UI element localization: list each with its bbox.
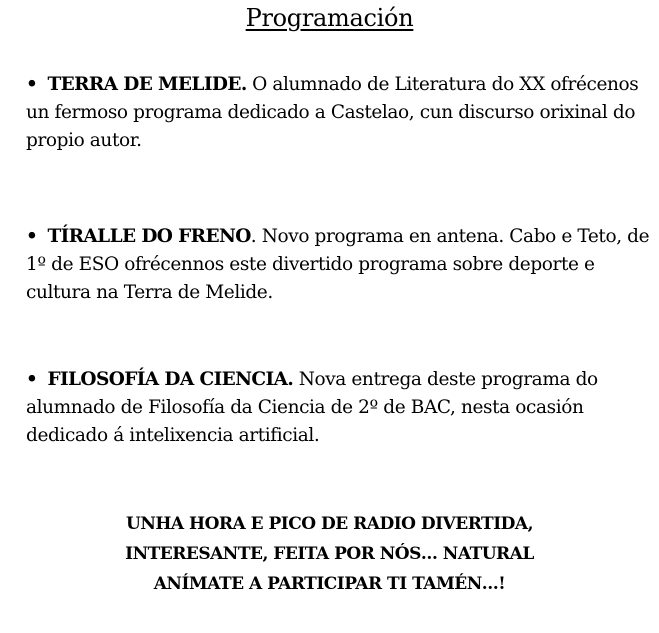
list-item-filosofia-da-ciencia xyxy=(26,366,656,450)
item-description: . Novo programa en antena. Cabo e Teto, de 1º de ESO ofrécennos este divertido programa sobre deporte e cultura na Terra de Melide. xyxy=(26,226,650,303)
item-heading: TERRA DE MELIDE. xyxy=(47,74,247,95)
bullet-icon: • xyxy=(26,226,38,247)
item-description: Nova entrega deste programa do alumnado de Filosofía da Ciencia de 2º de BAC, nesta ocasión dedicado á intelixencia artificial. xyxy=(26,369,598,446)
item-heading: TÍRALLE DO FRENO xyxy=(47,226,251,247)
footer-line: UNHA HORA E PICO DE RADIO DIVERTIDA, xyxy=(126,514,533,534)
page-title: Programación xyxy=(245,4,414,32)
list-item-terra-de-melide xyxy=(26,71,656,155)
footer-call-to-action: ANÍMATE A PARTICIPAR TI TAMÉN…! xyxy=(153,574,506,594)
footer-line: INTERESANTE, FEITA POR NÓS… NATURAL xyxy=(125,544,534,564)
item-description: O alumnado de Literatura do XX ofrécenos un fermoso programa dedicado a Castelao, cun discurso orixinal do propio autor. xyxy=(26,74,639,151)
item-heading: FILOSOFÍA DA CIENCIA. xyxy=(47,369,294,390)
bullet-icon: • xyxy=(26,74,38,95)
footer-slogan xyxy=(0,509,659,569)
bullet-icon: • xyxy=(26,369,38,390)
list-item-tiralle-do-freno xyxy=(26,223,656,307)
